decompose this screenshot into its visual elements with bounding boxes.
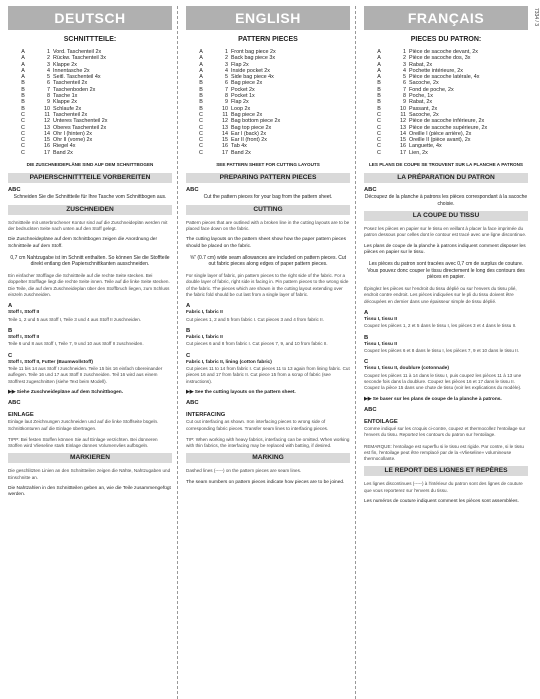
prepare-text: Découpez de la planche à patrons les pièces correspondant à la sacoche choisie. <box>364 194 528 207</box>
piece-name: Unteres Taschenteil 2x <box>53 118 108 125</box>
piece-name: Taschenboden 2x <box>53 86 96 93</box>
piece-view-letter: C <box>21 143 25 150</box>
piece-view-letter: A <box>199 49 203 55</box>
piece-view-letter: B <box>377 86 381 93</box>
cutting-para-4: Épinglez les pièces sur l'endroit du tissu déplié ou sur l'envers du tissu plié, endroit contre endroit. Les pièces indiquées sur le pli du tissu doivent être découpées en dernier dans une épaisseur simple de tissu déplié. <box>364 285 517 304</box>
view-a-fabrics: Stoff I, Stoff II <box>8 310 40 316</box>
column-divider <box>177 6 178 699</box>
piece-view-letter: A <box>377 74 381 81</box>
piece-view-letter: A <box>21 74 25 81</box>
view-c-title: C <box>8 352 13 359</box>
view-c-title: C <box>186 352 191 359</box>
view-letters: ABC <box>364 406 377 413</box>
piece-number: 8 <box>403 93 406 100</box>
cutting-para-2: The cutting layouts on the pattern sheet show how the paper pattern pieces should be placed on the fabric. <box>186 237 346 249</box>
piece-number: 10 <box>44 105 50 112</box>
piece-name: Oreille II (pièce avant), 2x <box>409 137 471 144</box>
cutting-layout-note: LES PLANS DE COUPE SE TROUVENT SUR LA PLANCHE A PATRONS <box>369 162 523 168</box>
piece-name: Pocket 1x <box>231 93 255 100</box>
page-number: 7334 / 3 <box>533 8 539 27</box>
piece-name: Klappe 2x <box>53 61 77 68</box>
section-header-prepare: PAPIERSCHNITTTEILE VORBEREITEN <box>8 173 172 183</box>
pattern-pieces-title: PIECES DU PATRON: <box>410 36 482 43</box>
piece-view-letter: C <box>377 118 381 125</box>
pattern-piece-row <box>186 150 350 156</box>
piece-number: 8 <box>47 93 50 100</box>
piece-name: Ear II (front) 2x <box>231 137 267 144</box>
piece-view-letter: C <box>199 149 203 156</box>
arrow-icon: ▶▶ <box>8 389 17 395</box>
marking-text-2: Les numéros de couture indiquent comment les pièces sont assemblées. <box>364 499 519 505</box>
piece-number: 9 <box>225 99 228 106</box>
piece-number: 12 <box>44 118 50 125</box>
piece-name: Taschenteil 2x <box>53 80 88 87</box>
view-b-fabrics: Stoff I, Stoff II <box>8 334 40 340</box>
piece-view-letter: C <box>377 111 381 118</box>
piece-view-letter: B <box>21 93 25 100</box>
piece-number: 13 <box>44 124 50 131</box>
piece-view-letter: C <box>21 137 25 144</box>
piece-number: 10 <box>222 105 228 112</box>
piece-name: Schlaufe 2x <box>53 105 82 112</box>
piece-view-letter: A <box>199 74 203 81</box>
view-letters: ABC <box>364 187 377 194</box>
view-b-fabrics: Tissu I, tissu II <box>364 341 397 347</box>
piece-name: Oreille I (pièce arrière), 2x <box>409 130 472 137</box>
piece-view-letter: A <box>199 67 203 74</box>
interfacing-title: ENTOILAGE <box>364 418 398 425</box>
piece-name: Pocket 2x <box>231 86 255 93</box>
piece-name: Pièce de sacoche inférieure, 2x <box>409 118 485 125</box>
cutting-para-3: ⅝" (0.7 cm) wide seam allowances are included on pattern pieces. Cut out fabric pieces along edges of paper pattern pieces. <box>189 254 347 268</box>
piece-number: 1 <box>403 49 406 55</box>
piece-number: 16 <box>44 143 50 150</box>
piece-view-letter: B <box>21 99 25 106</box>
piece-view-letter: C <box>199 111 203 118</box>
view-b-fabrics: Fabric I, fabric II <box>186 334 223 340</box>
piece-name: Klappe 2x <box>53 99 77 106</box>
piece-view-letter: B <box>199 86 203 93</box>
cutting-layout-note: SEE PATTERN SHEET FOR CUTTING LAYOUTS <box>216 162 320 168</box>
view-c-text: Coupez les pièces 11 à 14 dans le tissu I, puis coupez les pièces 11 à 13 une seconde fois dans la doublure. Coupez les pièces 16 et 17 dans le tissu II. Coupez la pièce 15 dans une chute de tissu (voir les explications du modèle). <box>364 372 522 391</box>
interfacing-text: Comme indiqué sur les croquis ci-contre, coupez et thermocollez l'entoilage sur l'envers du tissu. Reportez les contours du patron sur l'entoilage. <box>364 425 526 438</box>
language-column <box>186 6 350 699</box>
cutting-para-4: For single layer of fabric, pin pattern pieces to the right side of the fabric. For a double layer of fabric, right side is facing in. Pin pattern pieces to the wrong side of the fabric. The pieces which are shown in the cutting layout extending over the fabric fold should be cut last from a single layer of fabric. <box>186 272 349 297</box>
piece-name: Pièce de sacoche devant, 2x <box>409 49 478 55</box>
piece-view-letter: C <box>21 124 25 131</box>
pattern-pieces-list <box>8 49 172 156</box>
piece-number: 16 <box>222 143 228 150</box>
piece-number: 16 <box>400 143 406 150</box>
piece-name: Riegel 4x <box>53 143 76 150</box>
piece-number: 14 <box>400 130 406 137</box>
cutting-para-3: 0,7 cm Nahtzugabe ist im Schnitt enthalten. So können Sie die Stoffteile direkt entlang den Papierschnittkanten ausschneiden. <box>10 254 170 268</box>
piece-name: Inside pocket 2x <box>231 67 270 74</box>
view-letters: ABC <box>186 187 199 194</box>
piece-number: 5 <box>47 74 50 81</box>
piece-number: 11 <box>400 111 406 118</box>
view-a-title: A <box>8 303 13 310</box>
piece-view-letter: B <box>377 80 381 87</box>
cutting-para-1: Posez les pièces en papier sur le tissu en veillant à placer la face imprimée du patron dessous pour celles dont le contour est tracé avec une ligne discontinue. <box>364 226 527 238</box>
piece-name: Innentasche 2x <box>53 67 90 74</box>
see-layouts-note: ▶▶ Siehe Zuschneidepläne auf dem Schnittbogen. <box>8 389 124 395</box>
piece-number: 7 <box>403 86 406 93</box>
piece-number: 11 <box>44 111 50 118</box>
arrow-icon: ▶▶ <box>186 389 195 395</box>
view-a-text: Coupez les pièces 1, 2 et 5 dans le tissu I, les pièces 3 et 4 dans le tissu II. <box>364 323 517 329</box>
piece-number: 5 <box>225 74 228 81</box>
piece-number: 6 <box>403 80 406 87</box>
view-letters: ABC <box>8 187 21 194</box>
view-b-text: Cut pieces 6 and 8 from fabric I. Cut pieces 7, 9, and 10 from fabric II. <box>186 341 328 347</box>
piece-name: Poche, 1x <box>409 93 433 100</box>
view-letters: ABC <box>8 400 21 407</box>
cutting-para-4: Ein einfacher Stofflage die Schnittteile auf die rechte Seite stecken. Bei doppelter Stofflage liegt die rechte Seite innen. Teile auf die linke Seite stecken. Die Teile, die auf dem Zuschneideplan über den Stoffbruch liegen, zum Schluss einzeln zuschneiden. <box>8 272 170 297</box>
piece-number: 13 <box>222 124 228 131</box>
section-header-prepare: PREPARING PATTERN PIECES <box>186 173 350 183</box>
piece-name: Sacoche, 2x <box>409 111 439 118</box>
piece-name: Pièce de sacoche dos, 3x <box>409 55 471 62</box>
piece-number: 12 <box>400 118 406 125</box>
cutting-para-2: Die Zuschneidepläne auf dem Schnittbogen zeigen die Anordnung der Schnittteile auf dem Stoff. <box>8 237 158 249</box>
piece-number: 15 <box>222 137 228 144</box>
piece-name: Pièce de sacoche supérieure, 2x <box>409 124 488 131</box>
piece-number: 6 <box>47 80 50 87</box>
piece-name: Tab 4x <box>231 143 247 150</box>
piece-name: Flap 2x <box>231 61 249 68</box>
piece-name: Band 2x <box>53 149 73 156</box>
prepare-text: Schneiden Sie die Schnittteile für Ihre Tasche vom Schnittbogen aus. <box>13 194 167 201</box>
marking-text-2: The seam numbers on pattern pieces indicate how pieces are to be joined. <box>186 479 345 485</box>
view-b-text: Coupez les pièces 6 et 8 dans le tissu I, les pièces 7, 9 et 10 dans le tissu II. <box>364 347 519 353</box>
piece-number: 2 <box>47 55 50 62</box>
piece-number: 15 <box>400 137 406 144</box>
piece-name: Front bag piece 2x <box>231 49 276 55</box>
piece-number: 17 <box>44 149 50 156</box>
piece-name: Ohr I (hinten) 2x <box>53 130 92 137</box>
pattern-pieces-title: PATTERN PIECES <box>238 36 298 43</box>
piece-view-letter: A <box>199 61 203 68</box>
piece-number: 6 <box>225 80 228 87</box>
piece-name: Vord. Taschenteil 2x <box>53 49 102 55</box>
piece-view-letter: A <box>21 55 25 62</box>
piece-view-letter: C <box>377 143 381 150</box>
cutting-para-1: Pattern pieces that are outlined with a broken line in the cutting layouts are to be placed face down on the fabric. <box>186 219 350 231</box>
piece-name: Seitl. Taschenteil 4x <box>53 74 101 81</box>
piece-number: 4 <box>225 67 228 74</box>
see-layouts-note: ▶▶ Se baser sur les plans de coupe de la planche à patrons. <box>364 396 502 402</box>
tip-text: REMARQUE: l'entoilage est superflu si le tissu est rigide. Par contre, si le tissu est fin, l'entoilage peut être remplacé par de la «Vlieseline» volumineuse thermocollante. <box>364 443 524 462</box>
piece-number: 13 <box>400 124 406 131</box>
piece-number: 15 <box>44 137 50 144</box>
language-column <box>364 6 528 699</box>
piece-name: Ear I (back) 2x <box>231 130 267 137</box>
cutting-para-1: Schnittteile mit unterbrochener Kontur sind auf die Zuschneideplän werden mit der bedruckten Seite nach unten auf den Stoff gelegt. <box>8 219 168 231</box>
piece-view-letter: B <box>377 105 381 112</box>
piece-name: Rabat, 2x <box>409 99 433 106</box>
view-c-text: Teile 11 bis 14 aus Stoff I zuschneiden. Teile 15 bis 16 einfach übereinander auflegen. Teile 16 und 17 aus Stoff II zuschneiden. Teil 16 wird aus einem Stoffrest zugeschnitten (siehe Text beim Modell). <box>8 365 163 384</box>
piece-number: 3 <box>47 61 50 68</box>
piece-number: 7 <box>47 86 50 93</box>
view-a-fabrics: Fabric I, fabric II <box>186 310 223 316</box>
piece-number: 9 <box>403 99 406 106</box>
piece-number: 12 <box>222 118 228 125</box>
view-b-title: B <box>364 334 369 341</box>
piece-name: Pièce de sacoche latérale, 4x <box>409 74 480 81</box>
piece-view-letter: A <box>377 55 381 62</box>
piece-name: Tasche 1x <box>53 93 78 100</box>
marking-text-2: Die Nahtzahlen in den Schnittteilen geben an, wie die Teile zusammengefügt werden. <box>8 486 171 498</box>
piece-view-letter: C <box>21 111 25 118</box>
piece-name: Bag piece 2x <box>231 80 263 87</box>
view-b-title: B <box>186 327 191 334</box>
view-c-title: C <box>364 359 369 366</box>
piece-name: Bag bottom piece 2x <box>231 118 281 125</box>
view-c-fabrics: Tissu I, tissu II, doublure (cotonnade) <box>364 366 449 372</box>
piece-name: Pochette intérieure, 2x <box>409 67 463 74</box>
piece-view-letter: B <box>21 105 25 112</box>
piece-view-letter: B <box>21 86 25 93</box>
piece-name: Rabat, 2x <box>409 61 433 68</box>
piece-view-letter: A <box>21 61 25 68</box>
piece-name: Sacoche, 2x <box>409 80 439 87</box>
piece-view-letter: B <box>377 99 381 106</box>
cutting-layout-note: DIE ZUSCHNEIDEPLÄNE SIND AUF DEM SCHNITTBOGEN <box>26 162 154 168</box>
piece-number: 9 <box>47 99 50 106</box>
piece-number: 10 <box>400 105 406 112</box>
piece-view-letter: A <box>377 67 381 74</box>
piece-number: 2 <box>403 55 406 62</box>
piece-view-letter: C <box>21 149 25 156</box>
piece-name: Flap 2x <box>231 99 249 106</box>
piece-number: 4 <box>403 67 406 74</box>
piece-view-letter: C <box>199 124 203 131</box>
language-header: ENGLISH <box>186 6 350 30</box>
view-b-text: Teile 6 und 8 aus Stoff I, Teile 7, 9 und 10 aus Stoff II zuschneiden. <box>8 341 144 347</box>
interfacing-title: INTERFACING <box>186 412 226 419</box>
piece-number: 1 <box>47 49 50 55</box>
piece-number: 3 <box>225 61 228 68</box>
interfacing-title: EINLAGE <box>8 412 34 419</box>
view-a-text: Cut pieces 1, 2 and 5 from fabric I. Cut pieces 3 and 4 from fabric II. <box>186 316 324 322</box>
piece-number: 14 <box>222 130 228 137</box>
piece-name: Side bag piece 4x <box>231 74 274 81</box>
piece-view-letter: C <box>377 137 381 144</box>
marking-text: Dashed lines (-----) on the pattern pieces are seam lines. <box>186 468 302 474</box>
piece-name: Bag piece 2x <box>231 111 263 118</box>
view-c-text: Cut pieces 11 to 14 from fabric I. Cut pieces 11 to 13 again from lining fabric. Cut pieces 16 and 17 from fabric II. Cut piece 15 from a scrap of fabric (see instructions). <box>186 365 350 384</box>
view-a-text: Teile 1, 2 und 5 aus Stoff I, Teile 3 und 4 aus Stoff II zuschneiden. <box>8 316 142 322</box>
piece-name: Bag top piece 2x <box>231 124 272 131</box>
piece-view-letter: A <box>21 67 25 74</box>
language-column <box>8 6 172 699</box>
view-a-title: A <box>364 309 369 316</box>
tip-text: TIPP: Bei festen Stoffen können Sie auf Einlage verzichten. Bei dünneren Stoffen wird Vlieseline stark Einlage dünnes Volumenvlies aufbügeln. <box>8 436 158 449</box>
piece-name: Oberes Taschenteil 2x <box>53 124 107 131</box>
piece-number: 11 <box>222 111 228 118</box>
section-header-marking: LE REPORT DES LIGNES ET REPÈRES <box>364 466 528 476</box>
piece-name: Back bag piece 3x <box>231 55 276 62</box>
piece-name: Lien, 2x <box>409 149 428 156</box>
piece-number: 8 <box>225 93 228 100</box>
cutting-para-3: Les pièces du patron sont tracées avec 0,7 cm de surplus de couture. Vous pouvez donc couper le tissu directement le long des contours des pièces en papier. <box>367 261 525 281</box>
view-a-fabrics: Tissu I, tissu II <box>364 316 397 322</box>
piece-number: 3 <box>403 61 406 68</box>
piece-number: 17 <box>222 149 228 156</box>
piece-number: 1 <box>225 49 228 55</box>
piece-view-letter: C <box>377 124 381 131</box>
piece-name: Band 2x <box>231 149 251 156</box>
piece-name: Ohr II (vorne) 2x <box>53 137 93 144</box>
marking-text: Die geschlitzten Linien an den Schnittteilen zeigen die Nähte, Nahtzugaben und Einschnitte an. <box>8 468 171 480</box>
piece-number: 17 <box>400 149 406 156</box>
interfacing-text: Einlage laut Zeichnungen zuschneiden und auf die linke Stoffseite bügeln. Schnittkonturen auf die Einlage übertragen. <box>8 419 159 431</box>
piece-view-letter: C <box>21 130 25 137</box>
piece-view-letter: B <box>21 80 25 87</box>
pattern-piece-row <box>8 150 172 156</box>
piece-name: Loop 2x <box>231 105 251 112</box>
piece-view-letter: B <box>199 99 203 106</box>
pattern-pieces-list <box>186 49 350 156</box>
section-header-cutting: ZUSCHNEIDEN <box>8 205 172 215</box>
piece-view-letter: C <box>199 118 203 125</box>
piece-view-letter: B <box>199 105 203 112</box>
section-header-marking: MARKING <box>186 453 350 463</box>
piece-number: 2 <box>225 55 228 62</box>
view-a-title: A <box>186 303 191 310</box>
column-divider <box>355 6 356 699</box>
language-header: FRANÇAIS <box>364 6 528 30</box>
piece-view-letter: B <box>377 93 381 100</box>
piece-view-letter: C <box>21 118 25 125</box>
pattern-pieces-list <box>364 49 528 156</box>
view-c-fabrics: Stoff I, Stoff II, Futter (Baumwollstoff) <box>8 359 93 365</box>
section-header-prepare: LA PRÉPARATION DU PATRON <box>364 173 528 183</box>
piece-view-letter: B <box>199 93 203 100</box>
view-b-title: B <box>8 327 13 334</box>
pattern-piece-row <box>364 150 528 156</box>
piece-view-letter: A <box>21 49 25 55</box>
section-header-cutting: LA COUPE DU TISSU <box>364 211 528 221</box>
pattern-pieces-title: SCHNITTTEILE: <box>63 36 117 43</box>
piece-name: Taschenteil 2x <box>53 111 88 118</box>
tip-text: TIP: When working with heavy fabrics, interfacing can be omitted. When working with thin fabrics, the interfacing may be replaced with batting, if desired. <box>186 436 350 449</box>
piece-name: Passant, 2x <box>409 105 438 112</box>
cutting-para-2: Les plans de coupe de la planche à patrons indiquent comment disposer les pièces en papier sur le tissu. <box>364 243 526 256</box>
piece-view-letter: A <box>377 61 381 68</box>
marking-text: Les lignes discontinues (-----) à l'intérieur du patron sont des lignes de couture que vous reporterez sur l'envers du tissu. <box>364 481 523 493</box>
prepare-text: Cut the pattern pieces for your bag from the pattern sheet. <box>203 194 333 201</box>
piece-name: Languette, 4x <box>409 143 442 150</box>
piece-number: 14 <box>44 130 50 137</box>
view-c-fabrics: Fabric I, fabric II, lining (cotton fabric) <box>186 359 272 365</box>
interfacing-text: Cut out interfacing as shown. Iron interfacing pieces to wrong side of corresponding fabric pieces. Transfer seam lines to interfacing pieces. <box>186 419 329 431</box>
piece-number: 4 <box>47 67 50 74</box>
piece-view-letter: C <box>377 130 381 137</box>
section-header-cutting: CUTTING <box>186 205 350 215</box>
piece-view-letter: B <box>199 80 203 87</box>
piece-number: 7 <box>225 86 228 93</box>
see-layouts-note: ▶▶ See the cutting layouts on the pattern sheet. <box>186 389 296 395</box>
section-header-marking: MARKIEREN <box>8 453 172 463</box>
piece-view-letter: A <box>377 49 381 55</box>
piece-name: Rückw. Taschenteil 3x <box>53 55 106 62</box>
piece-view-letter: C <box>377 149 381 156</box>
piece-view-letter: C <box>199 143 203 150</box>
piece-view-letter: C <box>199 130 203 137</box>
piece-name: Fond de poche, 2x <box>409 86 454 93</box>
view-letters: ABC <box>186 400 199 407</box>
piece-number: 5 <box>403 74 406 81</box>
arrow-icon: ▶▶ <box>364 396 373 402</box>
language-header: DEUTSCH <box>8 6 172 30</box>
piece-view-letter: C <box>199 137 203 144</box>
piece-view-letter: A <box>199 55 203 62</box>
